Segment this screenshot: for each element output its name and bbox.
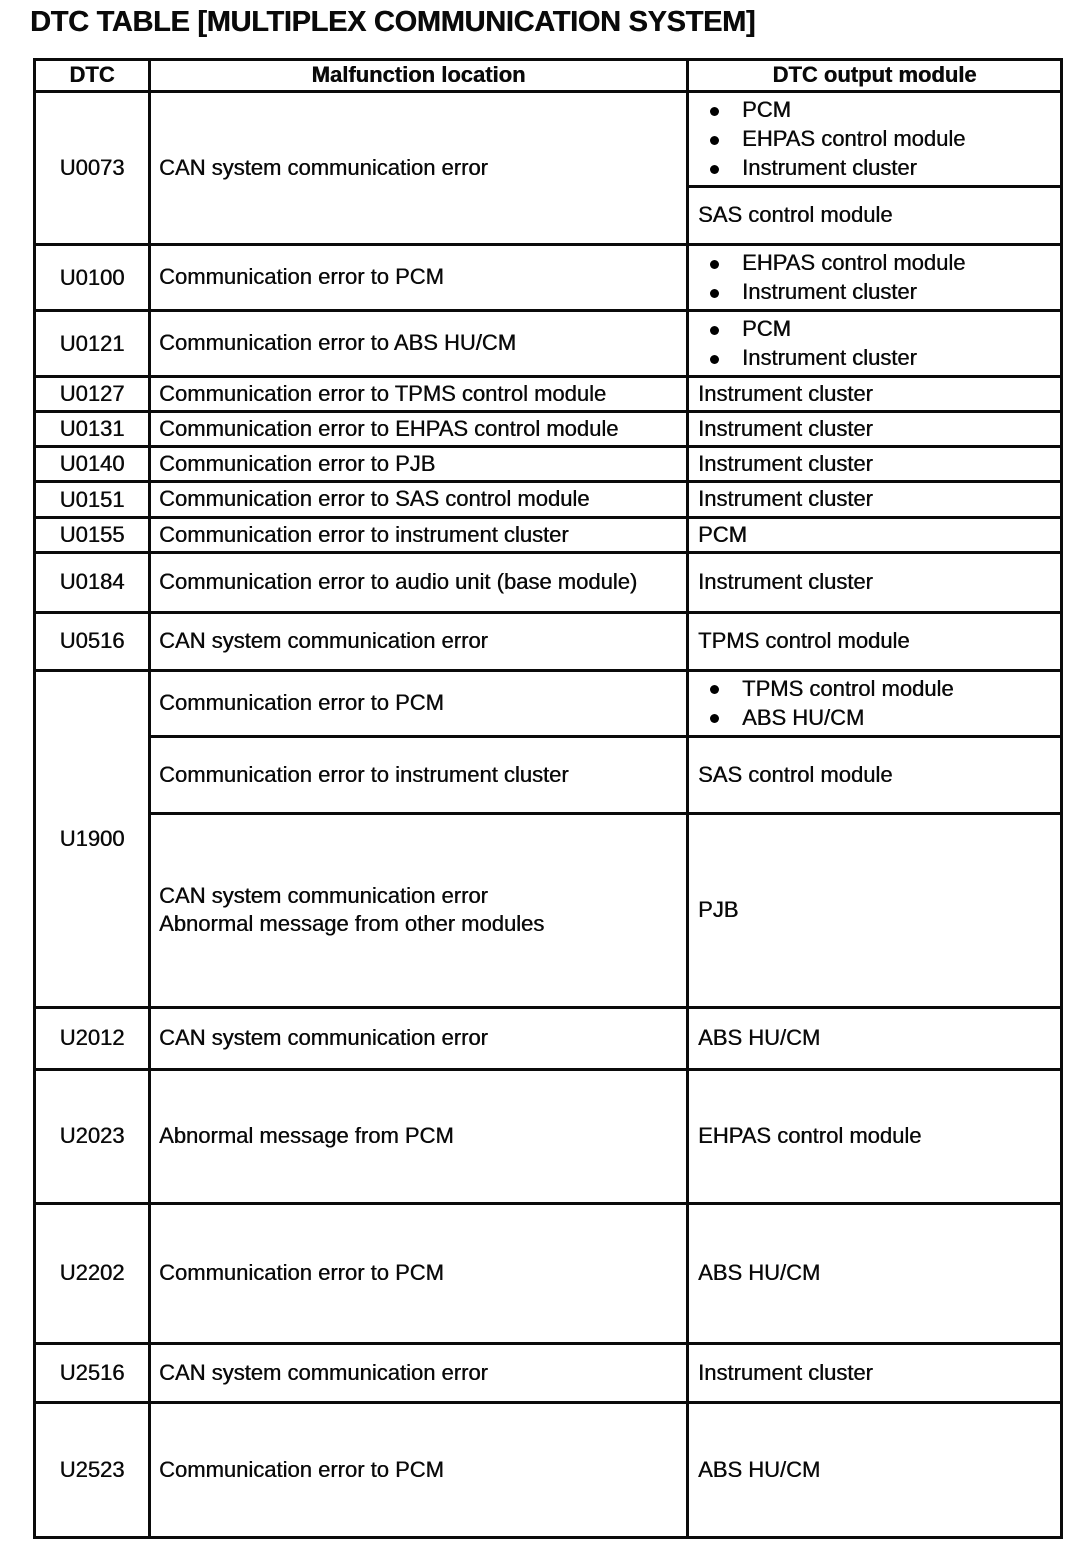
malfunction-cell: Communication error to PCM <box>150 245 688 311</box>
dtc-code-cell: U2516 <box>35 1343 150 1402</box>
dtc-table <box>33 58 1063 1539</box>
output-module-name: Instrument cluster <box>742 155 917 180</box>
output-cell <box>688 670 1062 736</box>
malfunction-line: Abnormal message from other modules <box>159 911 545 937</box>
malfunction-cell: Communication error to instrument cluster <box>150 736 688 813</box>
bullet-icon <box>710 136 719 145</box>
table-row <box>35 1069 1062 1203</box>
malfunction-cell <box>150 813 688 1007</box>
malfunction-cell: Communication error to PCM <box>150 1402 688 1537</box>
bullet-icon <box>710 260 719 269</box>
output-list-item <box>710 675 1056 703</box>
table-row <box>35 482 1062 517</box>
malfunction-cell: CAN system communication error <box>150 1007 688 1069</box>
output-list-item <box>710 125 1056 153</box>
malfunction-cell: Communication error to ABS HU/CM <box>150 311 688 377</box>
malfunction-cell: Communication error to audio unit (base module) <box>150 552 688 612</box>
output-cell: PJB <box>688 813 1062 1007</box>
dtc-code-cell: U0516 <box>35 612 150 670</box>
output-cell: Instrument cluster <box>688 447 1062 482</box>
output-cell: EHPAS control module <box>688 1069 1062 1203</box>
output-module-name: EHPAS control module <box>742 250 966 275</box>
dtc-code-cell: U2012 <box>35 1007 150 1069</box>
output-cell <box>688 311 1062 377</box>
output-module-name: PCM <box>742 97 791 122</box>
column-header-output: DTC output module <box>688 60 1062 92</box>
malfunction-cell: Communication error to SAS control module <box>150 482 688 517</box>
bullet-icon <box>710 165 719 174</box>
malfunction-cell: CAN system communication error <box>150 1343 688 1402</box>
table-row <box>35 1203 1062 1343</box>
column-header-malfunction: Malfunction location <box>150 60 688 92</box>
output-cell: SAS control module <box>688 736 1062 813</box>
malfunction-cell: Communication error to EHPAS control module <box>150 412 688 447</box>
dtc-code-cell: U0155 <box>35 517 150 552</box>
output-module-name: ABS HU/CM <box>742 704 865 730</box>
table-row <box>35 670 1062 736</box>
malfunction-line: CAN system communication error <box>159 882 488 908</box>
malfunction-cell: Communication error to PCM <box>150 1203 688 1343</box>
output-list <box>693 249 1056 306</box>
table-row <box>35 1007 1062 1069</box>
dtc-code-cell: U0127 <box>35 377 150 412</box>
bullet-icon <box>710 685 719 694</box>
table-row <box>35 92 1062 187</box>
output-list-item <box>710 249 1056 277</box>
malfunction-cell: Abnormal message from PCM <box>150 1069 688 1203</box>
output-list-item <box>710 315 1056 343</box>
output-module-name: Instrument cluster <box>742 345 917 370</box>
table-row <box>35 311 1062 377</box>
table-row <box>35 552 1062 612</box>
page-title: DTC TABLE [MULTIPLEX COMMUNICATION SYSTEM] <box>30 6 756 38</box>
output-module-name: EHPAS control module <box>742 126 966 151</box>
output-list-item <box>710 96 1056 124</box>
column-header-dtc: DTC <box>35 60 150 92</box>
output-cell: Instrument cluster <box>688 482 1062 517</box>
output-list <box>693 315 1056 372</box>
dtc-code-cell: U0100 <box>35 245 150 311</box>
output-cell: ABS HU/CM <box>688 1007 1062 1069</box>
output-cell: PCM <box>688 517 1062 552</box>
table-row <box>35 447 1062 482</box>
table-row <box>35 612 1062 670</box>
dtc-code-cell: U0131 <box>35 412 150 447</box>
output-list-item <box>710 278 1056 306</box>
dtc-code-cell: U0151 <box>35 482 150 517</box>
table-header-row <box>35 60 1062 92</box>
output-cell: TPMS control module <box>688 612 1062 670</box>
dtc-code-cell: U2023 <box>35 1069 150 1203</box>
dtc-code-cell: U2523 <box>35 1402 150 1537</box>
table-row <box>35 377 1062 412</box>
dtc-code-cell: U0184 <box>35 552 150 612</box>
table-row <box>35 1402 1062 1537</box>
output-module-name: Instrument cluster <box>742 279 917 304</box>
table-row <box>35 736 1062 813</box>
output-cell: ABS HU/CM <box>688 1203 1062 1343</box>
output-module-name: PCM <box>742 316 791 341</box>
bullet-icon <box>710 289 719 298</box>
bullet-icon <box>710 107 719 116</box>
table-row <box>35 813 1062 1007</box>
dtc-code-cell: U2202 <box>35 1203 150 1343</box>
output-cell: Instrument cluster <box>688 552 1062 612</box>
malfunction-cell: Communication error to PCM <box>150 670 688 736</box>
bullet-icon <box>710 326 719 335</box>
malfunction-cell: Communication error to TPMS control module <box>150 377 688 412</box>
bullet-icon <box>710 355 719 364</box>
malfunction-cell: CAN system communication error <box>150 612 688 670</box>
output-list-item <box>710 344 1056 372</box>
output-module-name: TPMS control module <box>742 675 954 701</box>
table-row <box>35 517 1062 552</box>
dtc-code-cell: U0073 <box>35 92 150 245</box>
table-row <box>35 245 1062 311</box>
dtc-code-cell: U1900 <box>35 670 150 1007</box>
output-cell: Instrument cluster <box>688 412 1062 447</box>
dtc-code-cell: U0140 <box>35 447 150 482</box>
output-cell: Instrument cluster <box>688 1343 1062 1402</box>
output-cell: SAS control module <box>688 187 1062 245</box>
output-cell: Instrument cluster <box>688 377 1062 412</box>
malfunction-cell: Communication error to instrument cluster <box>150 517 688 552</box>
table-row <box>35 412 1062 447</box>
output-cell: ABS HU/CM <box>688 1402 1062 1537</box>
dtc-code-cell: U0121 <box>35 311 150 377</box>
output-cell <box>688 92 1062 187</box>
output-cell <box>688 245 1062 311</box>
output-list-item <box>710 704 1056 732</box>
malfunction-cell: Communication error to PJB <box>150 447 688 482</box>
table-row <box>35 1343 1062 1402</box>
output-list-item <box>710 154 1056 182</box>
bullet-icon <box>710 714 719 723</box>
output-list <box>693 675 1056 732</box>
malfunction-cell: CAN system communication error <box>150 92 688 245</box>
output-list <box>693 96 1056 182</box>
